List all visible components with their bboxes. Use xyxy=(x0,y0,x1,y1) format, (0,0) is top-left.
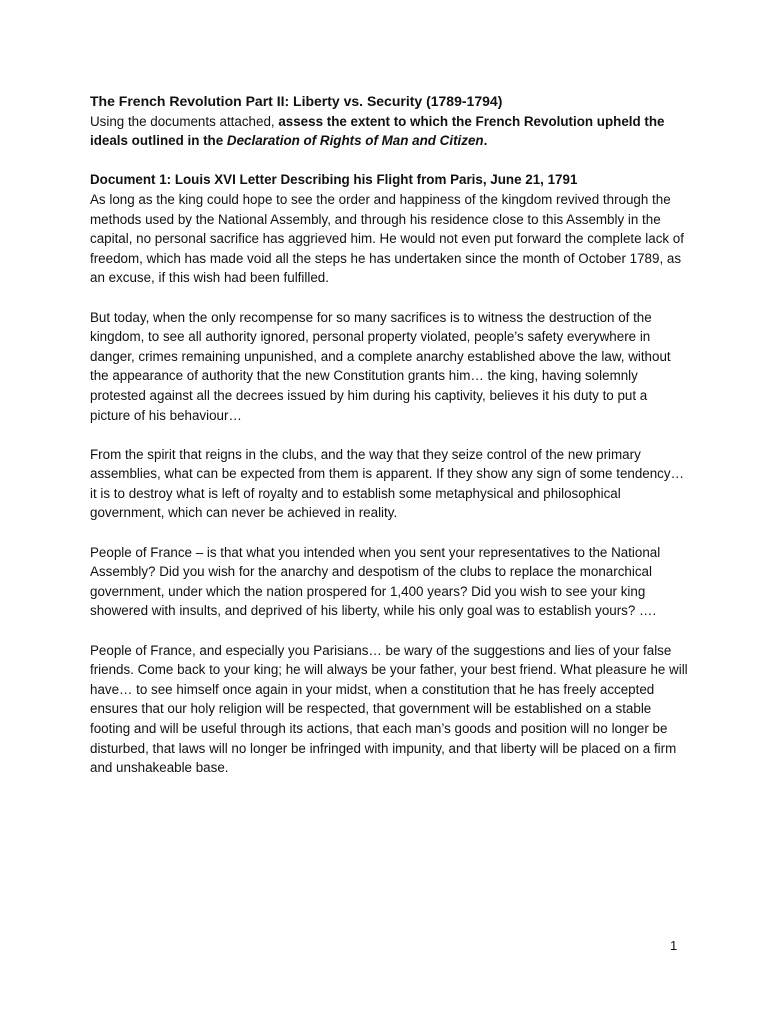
assignment-prompt xyxy=(90,112,690,151)
paragraph-5: People of France, and especially you Parisians… be wary of the suggestions and lies of your false friends. Come back to your king; he will always be your father, your best friend. What pleasure he will have… to see himself once again in your midst, when a constitution that he has freely accepted ensures that our holy religion will be respected, that government will be established on a stable footing and will be useful through its actions, that each man’s goods and position will no longer be disturbed, that laws will no longer be infringed with impunity, and that liberty will be placed on a firm and unshakeable base. xyxy=(90,642,688,776)
paragraph-1: As long as the king could hope to see the order and happiness of the kingdom revived through the methods used by the National Assembly, and through his residence close to this Assembly in the capital, no personal sacrifice has aggrieved him. He would not even put forward the complete lack of freedom, which has made void all the steps he has undertaken since the month of October 1789, as an excuse, if this wish had been fulfilled. xyxy=(90,191,684,286)
document-title: The French Revolution Part II: Liberty vs. Security (1789-1794) xyxy=(90,93,503,109)
paragraph-3: From the spirit that reigns in the clubs, and the way that they seize control of the new primary assemblies, what can be expected from them is apparent. If they show any sign of some tendency… it is to destroy what is left of royalty and to establish some metaphysical and philosophical government, which can never be achieved in reality. xyxy=(90,446,684,521)
prompt-end: . xyxy=(483,133,488,149)
prompt-bold-italic: Declaration of Rights of Man and Citizen xyxy=(226,133,484,149)
paragraph-4: People of France – is that what you intended when you sent your representatives to the National Assembly? Did you wish for the anarchy and despotism of the clubs to replace the monarchical government, under which the nation prospered for 1,400 years? Did you wish to see your king showered with insults, and deprived of his liberty, while his only goal was to establish yours? …. xyxy=(90,544,661,619)
prompt-bold: assess the extent to which the French Revolution upheld the ideals outlined in the xyxy=(90,113,665,149)
document-1-heading: Document 1: Louis XVI Letter Describing his Flight from Paris, June 21, 1791 xyxy=(90,172,578,188)
document-page xyxy=(90,92,690,797)
paragraph-2: But today, when the only recompense for so many sacrifices is to witness the destruction of the kingdom, to see all authority ignored, personal property violated, people’s safety everywhere in danger, crimes remaining unpunished, and a complete anarchy established above the law, without the appearance of authority that the new Constitution grants him… the king, having solemnly protested against all the decrees issued by him during his captivity, believes it his duty to put a picture of his behaviour… xyxy=(90,309,671,423)
page-number: 1 xyxy=(670,938,678,953)
prompt-lead: Using the documents attached, xyxy=(90,113,279,129)
